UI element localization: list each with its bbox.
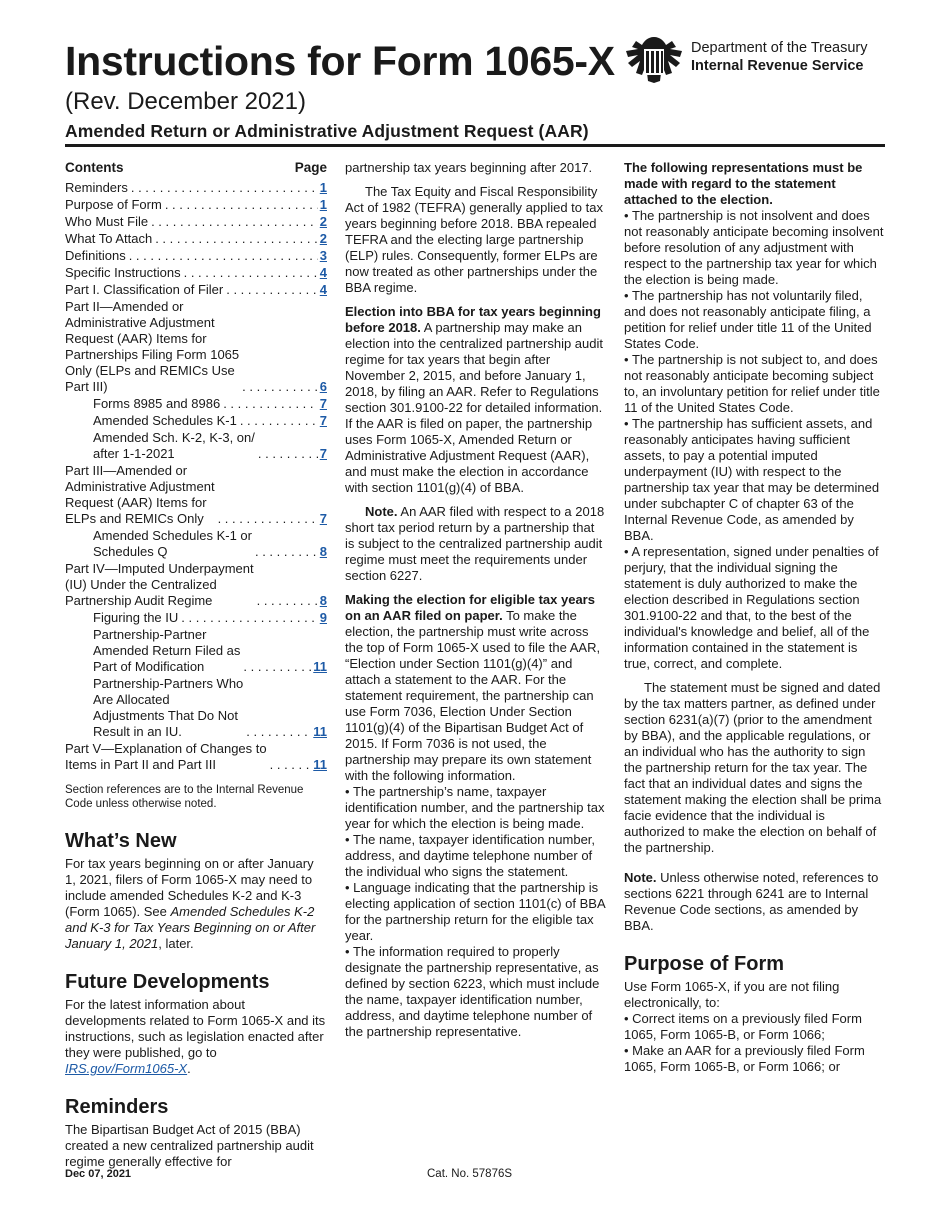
toc-page-link[interactable]: 8 (319, 593, 327, 608)
toc-entry[interactable] (65, 430, 327, 462)
bullet-text: The partnership has sufficient assets, and reasonably anticipates having sufficient assets, to pay a potential imputed underpayment (IU) with respect to the partnership tax year that may be determined under subchapter C of chapter 63 of the Internal Revenue Code, as amended by BBA. (624, 416, 880, 543)
toc-entry-label: Amended Schedules K-1 or Schedules Q (93, 528, 252, 559)
note-runin: Note. (365, 504, 398, 519)
column-1 (65, 160, 327, 1178)
bullet-icon: • (345, 832, 353, 847)
toc-entry[interactable] (65, 197, 327, 213)
whats-new-heading: What’s New (65, 830, 177, 852)
toc-entry-label: Amended Schedules K-1 (93, 413, 237, 428)
toc-entry[interactable] (65, 463, 327, 527)
bullet-icon: • (624, 1043, 633, 1058)
toc-entry[interactable] (65, 282, 327, 298)
toc-leader-dots (239, 379, 318, 395)
toc-entry-label: Partnership-Partner Amended Return Filed as Part of Modification (93, 627, 241, 674)
bullet-item (345, 880, 605, 944)
toc-entry-label: Amended Sch. K-2, K-3, on/ after 1-1-2021 (93, 430, 255, 461)
toc-leader-dots (254, 593, 318, 609)
bullet-item (345, 944, 605, 1040)
section-references-note: Section references are to the Internal Revenue Code unless otherwise noted. (65, 784, 304, 810)
statement-info-list (345, 784, 605, 1040)
bullet-item (624, 1011, 886, 1043)
toc-leader-dots (255, 446, 318, 462)
bullet-text: The partnership’s name, taxpayer identification number, and the partnership tax year for which the election is being made. (345, 784, 605, 831)
future-developments-text (65, 997, 327, 1077)
toc-entry[interactable] (65, 396, 327, 412)
future-text-end: . (187, 1061, 191, 1076)
contents-heading: Contents (65, 160, 124, 175)
document-title: Instructions for Form 1065-X (65, 38, 615, 84)
purpose-text: Use Form 1065-X, if you are not filing electronically, to: (624, 979, 840, 1010)
toc-leader-dots (152, 231, 318, 247)
bullet-text: A representation, signed under penalties of perjury, that the individual signing the statement is duly authorized to make the election described in Regulations section 301.9100-22 and that, to the best of the individual's knowledge and belief, all of the information contained in the statement is true, correct, and complete. (624, 544, 879, 671)
toc-entry-label: What To Attach (65, 231, 153, 246)
bullet-text: The information required to properly designate the partnership representative, as defined by section 6223, which must include the name, taxpayer identification number, address, and daytime telephone number of the partnership representative. (345, 944, 600, 1039)
header-rule (65, 144, 885, 147)
toc-page-link[interactable]: 11 (313, 659, 327, 674)
toc-entry[interactable] (65, 214, 327, 230)
column-3 (624, 160, 886, 1075)
bullet-icon: • (345, 880, 354, 895)
toc-entry[interactable] (65, 561, 327, 609)
reminders-text: The Bipartisan Budget Act of 2015 (BBA) created a new centralized partnership audit regime generally effective for (65, 1122, 314, 1169)
toc-page-link[interactable]: 4 (319, 265, 327, 280)
toc-page-link[interactable]: 2 (319, 214, 327, 229)
note-paragraph (345, 504, 605, 584)
toc-entry-label: Forms 8985 and 8986 (93, 396, 221, 411)
bullet-item (624, 1043, 886, 1075)
toc-entry[interactable] (65, 413, 327, 429)
bullet-icon: • (345, 784, 353, 799)
toc-leader-dots (267, 757, 312, 773)
future-developments-heading: Future Developments (65, 971, 270, 993)
toc-entry-label: Definitions (65, 248, 126, 263)
bullet-icon: • (624, 544, 632, 559)
toc-page-link[interactable]: 2 (319, 231, 327, 246)
toc-page-link[interactable]: 7 (319, 446, 327, 461)
col2-continued-text: partnership tax years beginning after 2017. (345, 160, 593, 175)
toc-entry-label: Purpose of Form (65, 197, 162, 212)
toc-page-link[interactable]: 7 (319, 396, 327, 411)
toc-leader-dots (148, 214, 318, 230)
agency-name (691, 39, 868, 75)
toc-entry[interactable] (65, 627, 327, 675)
toc-leader-dots (240, 659, 311, 675)
toc-page-link[interactable]: 4 (319, 282, 327, 297)
bullet-text: The partnership is not insolvent and does not reasonably anticipate becoming insolvent before resolution of any adjustment with respect to the partnership tax year for which the election is being made. (624, 208, 884, 287)
purpose-of-form-heading: Purpose of Form (624, 953, 785, 975)
whats-new-text-a: For tax years beginning on or after January 1, 2021, filers of Form 1065-X may need to include amended Schedules K-2 and K-3 (Form 1065). See (65, 856, 314, 919)
representations-heading: The following representations must be made with regard to the statement attached to the election. (624, 160, 863, 207)
bullet-text: The partnership has not voluntarily filed, and does not reasonably anticipate filing, a petition for relief under title 11 of the United States Code. (624, 288, 872, 351)
bullet-text: The name, taxpayer identification number, address, and daytime telephone number of the individual who signs the statement. (345, 832, 596, 879)
election-paragraph (345, 304, 605, 496)
bullet-icon: • (624, 1011, 633, 1026)
bullet-item (624, 208, 886, 288)
toc-page-link[interactable]: 7 (319, 511, 327, 526)
irs-eagle-logo-icon (622, 33, 686, 85)
bullet-icon: • (624, 288, 632, 303)
toc-page-link[interactable]: 1 (319, 180, 327, 195)
toc-entry-label: Part II—Amended or Administrative Adjustment Request (AAR) Items for Partnerships Filing Form 1065 Only (ELPs and REMICs Use Part III) (65, 299, 240, 394)
bullet-text: Correct items on a previously filed Form 1065, Form 1065-B, or Form 1066; (624, 1011, 862, 1042)
toc-leader-dots (181, 265, 318, 281)
bullet-item (345, 784, 605, 832)
election-text: A partnership may make an election into the centralized partnership audit regime for tax years that begin after November 2, 2015, and before January 1, 2018, by filing an AAR. Refer to Regulations section 301.9100-22 for detailed information. If the AAR is filed on paper, the partnership uses Form 1065-X, Amended Return or Administrative Adjustment Request (AAR), and must make the election in accordance with section 1101(g)(4) of BBA. (345, 320, 603, 495)
bullet-item (624, 352, 886, 416)
bba-note-text: Unless otherwise noted, references to sections 6221 through 6241 are to Internal Revenue Code sections, as amended by BBA. (624, 870, 879, 933)
toc-entry-label: Part IV—Imputed Underpayment (IU) Under the Centralized Partnership Audit Regime (65, 561, 254, 608)
agency-department: Department of the Treasury (691, 40, 868, 56)
toc-leader-dots (215, 511, 318, 527)
representations-list (624, 208, 886, 672)
toc-page-link[interactable]: 6 (319, 379, 327, 394)
toc-leader-dots (126, 248, 318, 264)
election-runin-heading: Election into BBA for tax years beginning before 2018. (345, 304, 601, 335)
making-election-text: To make the election, the partnership must write across the top of Form 1065-X used to file the AAR, “Election under Section 1101(g)(4)” and attach a statement to the AAR. For the statement requirement, the partnership can use Form 7036, Election Under Section 1101(g)(4) of the Bipartisan Budget Act of 2015. If Form 7036 is not used, the partnership may prepare its own statement with the following information. (345, 608, 601, 783)
toc-leader-dots (162, 197, 318, 213)
toc-entry[interactable] (65, 610, 327, 626)
bullet-item (345, 832, 605, 880)
bullet-icon: • (624, 352, 632, 367)
bullet-icon: • (624, 208, 632, 223)
toc-entry[interactable] (65, 741, 327, 773)
bullet-item (624, 288, 886, 352)
purpose-list (624, 1011, 886, 1075)
toc-entry[interactable] (65, 180, 327, 196)
toc-page-link[interactable]: 1 (319, 197, 327, 212)
toc-leader-dots (237, 413, 318, 429)
bullet-item (624, 544, 886, 672)
footer-catalog-number: Cat. No. 57876S (427, 1168, 513, 1180)
toc-page-link[interactable]: 3 (319, 248, 327, 263)
toc-page-link[interactable]: 11 (313, 724, 327, 739)
document-subtitle: Amended Return or Administrative Adjustment Request (AAR) (65, 121, 589, 141)
toc-leader-dots (223, 282, 318, 298)
toc-entry-label: Part V—Explanation of Changes to Items in Part II and Part III (65, 741, 267, 772)
making-election-runin: Making the election for eligible tax years on an AAR filed on paper. (345, 592, 595, 623)
contents-page-heading: Page (294, 160, 327, 175)
irs-form-link[interactable]: IRS.gov/Form1065-X (65, 1061, 188, 1076)
toc-entry-label: Part III—Amended or Administrative Adjustment Request (AAR) Items for ELPs and REMICs Only (65, 463, 215, 526)
whats-new-text-b: , later. (158, 936, 194, 951)
toc-page-link[interactable]: 7 (319, 413, 327, 428)
toc-leader-dots (252, 544, 318, 560)
toc-entry[interactable] (65, 231, 327, 247)
bullet-text: The partnership is not subject to, and does not reasonably anticipate becoming subject to, an involuntary petition for relief under title 11 of the United States Code. (624, 352, 880, 415)
signed-paragraph: The statement must be signed and dated by the tax matters partner, as defined under section 6231(a)(7) (prior to the amendment by BBA), and the applicable regulations, or an individual who has the authority to sign the partnership return for the tax year. The fact that an individual dates and signs the statement making the election shall be prima facie evidence that the individual is authorized to make the election on behalf of the partnership. (624, 680, 882, 855)
toc-entry-label: Who Must File (65, 214, 149, 229)
reminders-heading: Reminders (65, 1096, 169, 1118)
toc-leader-dots (243, 724, 311, 740)
table-of-contents (65, 180, 327, 773)
bba-note-paragraph (624, 870, 886, 934)
bullet-icon: • (624, 416, 632, 431)
column-2 (345, 160, 605, 1040)
contents-header (65, 160, 327, 176)
toc-entry-label: Figuring the IU (93, 610, 179, 625)
toc-page-link[interactable]: 8 (319, 544, 327, 559)
bba-note-runin: Note. (624, 870, 657, 885)
bullet-text: Language indicating that the partnership is electing application of section 1101(c) of BBA for the partnership return for the eligible tax year. (345, 880, 605, 943)
toc-entry[interactable] (65, 248, 327, 264)
toc-entry-label: Reminders (65, 180, 128, 195)
future-text: For the latest information about developments related to Form 1065-X and its instructions, such as legislation enacted after they were published, go to (65, 997, 326, 1060)
toc-page-link[interactable]: 11 (313, 757, 327, 772)
toc-entry[interactable] (65, 299, 327, 395)
footer-date: Dec 07, 2021 (65, 1168, 132, 1180)
toc-entry[interactable] (65, 676, 327, 740)
note-text: An AAR filed with respect to a 2018 short tax period return by a partnership that is subject to the centralized partnership audit regime must meet the requirements under section 6227. (345, 504, 605, 583)
agency-service: Internal Revenue Service (691, 58, 864, 74)
toc-entry-label: Specific Instructions (65, 265, 181, 280)
toc-entry[interactable] (65, 265, 327, 281)
bullet-item (624, 416, 886, 544)
bullet-icon: • (345, 944, 353, 959)
revision-date: (Rev. December 2021) (65, 88, 306, 115)
toc-leader-dots (220, 396, 318, 412)
toc-page-link[interactable]: 9 (319, 610, 327, 625)
toc-entry-label: Partnership-Partners Who Are Allocated Adjustments That Do Not Result in an IU. (93, 676, 244, 739)
toc-leader-dots (178, 610, 318, 626)
whats-new-text (65, 856, 327, 952)
toc-entry-label: Part I. Classification of Filer (65, 282, 224, 297)
making-election-paragraph (345, 592, 605, 784)
toc-entry[interactable] (65, 528, 327, 560)
tefra-paragraph: The Tax Equity and Fiscal Responsibility Act of 1982 (TEFRA) generally applied to tax years beginning before 2018. BBA repealed TEFRA and the electing large partnership (ELP) rules. Consequently, former ELPs are now treated as other partnerships under the BBA regime. (345, 184, 603, 295)
whats-new-italic-ref: Amended Schedules K-2 and K-3 for Tax Years Beginning on or After January 1, 2021 (65, 904, 316, 951)
bullet-text: Make an AAR for a previously filed Form 1065, Form 1065-B, or Form 1066; or (624, 1043, 865, 1074)
toc-leader-dots (128, 180, 318, 196)
